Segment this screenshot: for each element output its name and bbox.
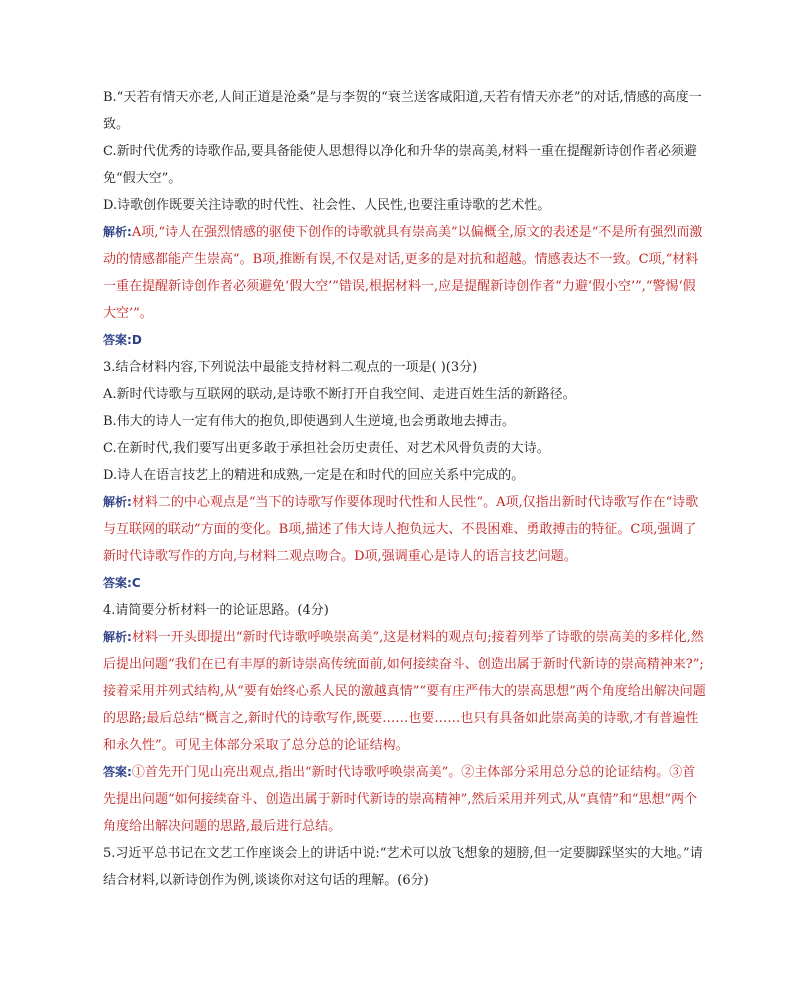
q3-option-b: B.伟大的诗人一定有伟大的抱负,即使遇到人生逆境,也会勇敢地去搏击。 xyxy=(103,414,515,429)
q3-analysis xyxy=(103,489,706,570)
q2-option-d: D.诗歌创作既要关注诗歌的时代性、社会性、人民性,也要注重诗歌的艺术性。 xyxy=(103,198,551,213)
q2-answer xyxy=(103,327,706,354)
q2-analysis-text: A项,“诗人在强烈情感的驱使下创作的诗歌就具有崇高美”以偏概全,原文的表述是“不是所有强烈而激动的情感都能产生崇高”。B项,推断有误,不仅是对话,更多的是对抗和超越。情感表达不一致。C项,“材料一重在提醒新诗创作者必须避免‘假大空’”错误,根据材料一,应是提醒新诗创作者“力避‘假小空’”,“警惕‘假大空’”。 xyxy=(103,225,703,321)
q4-answer xyxy=(103,759,706,840)
q3-stem: 3.结合材料内容,下列说法中最能支持材料二观点的一项是( )(3分) xyxy=(103,360,478,375)
q5-stem: 5.习近平总书记在文艺工作座谈会上的讲话中说:“艺术可以放飞想象的翅膀,但一定要脚踩坚实的大地。”请结合材料,以新诗创作为例,谈谈你对这句话的理解。(6分) xyxy=(103,846,703,888)
q4-stem: 4.请简要分析材料一的论证思路。(4分) xyxy=(103,603,329,618)
q2-analysis xyxy=(103,219,706,327)
q3-answer xyxy=(103,570,706,597)
q3-option-a: A.新时代诗歌与互联网的联动,是诗歌不断打开自我空间、走进百姓生活的新路径。 xyxy=(103,387,576,402)
q3-option-d: D.诗人在语言技艺上的精进和成熟,一定是在和时代的回应关系中完成的。 xyxy=(103,468,525,483)
q4-answer-text: ①首先开门见山亮出观点,指出“新时代诗歌呼唤崇高美”。②主体部分采用总分总的论证结构。③首先提出问题“如何接续奋斗、创造出属于新时代新诗的崇高精神”,然后采用并列式,从“真情”和“思想”两个角度给出解决问题的思路,最后进行总结。 xyxy=(103,765,698,834)
q3-analysis-text: 材料二的中心观点是“当下的诗歌写作要体现时代性和人民性”。A项,仅指出新时代诗歌写作在“诗歌与互联网的联动”方面的变化。B项,描述了伟大诗人抱负远大、不畏困难、勇敢搏击的特征。C项,强调了新时代诗歌写作的方向,与材料二观点吻合。D项,强调重心是诗人的语言技艺问题。 xyxy=(103,495,699,564)
q3-option-c: C.在新时代,我们要写出更多敢于承担社会历史责任、对艺术风骨负责的大诗。 xyxy=(103,441,550,456)
analysis-label: 解析: xyxy=(103,225,132,239)
answer-label: 答案: xyxy=(103,765,132,779)
q3-answer-value: C xyxy=(131,576,141,590)
analysis-label: 解析: xyxy=(103,630,132,644)
q4-analysis-text: 材料一开头即提出“新时代诗歌呼唤崇高美”,这是材料的观点句;接着列举了诗歌的崇高美的多样化,然后提出问题“我们在已有丰厚的新诗崇高传统面前,如何接续奋斗、创造出属于新时代新诗的崇高精神来?”;接着采用并列式结构,从“要有始终心系人民的激越真情”“要有庄严伟大的崇高思想”两个角度给出解决问题的思路;最后总结“概言之,新时代的诗歌写作,既要……也要……也只有具备如此崇高美的诗歌,才有普遍性和永久性”。可见主体部分采取了总分总的论证结构。 xyxy=(103,630,706,753)
q2-option-c: C.新时代优秀的诗歌作品,要具备能使人思想得以净化和升华的崇高美,材料一重在提醒新诗创作者必须避免“假大空”。 xyxy=(103,144,697,186)
q2-answer-value: D xyxy=(131,333,142,347)
answer-label: 答案: xyxy=(103,576,132,590)
analysis-label: 解析: xyxy=(103,495,132,509)
answer-label: 答案: xyxy=(103,333,132,347)
q2-option-b: B.“天若有情天亦老,人间正道是沧桑”是与李贺的“衰兰送客咸阳道,天若有情天亦老”的对话,情感的高度一致。 xyxy=(103,90,702,132)
q4-analysis xyxy=(103,624,706,759)
